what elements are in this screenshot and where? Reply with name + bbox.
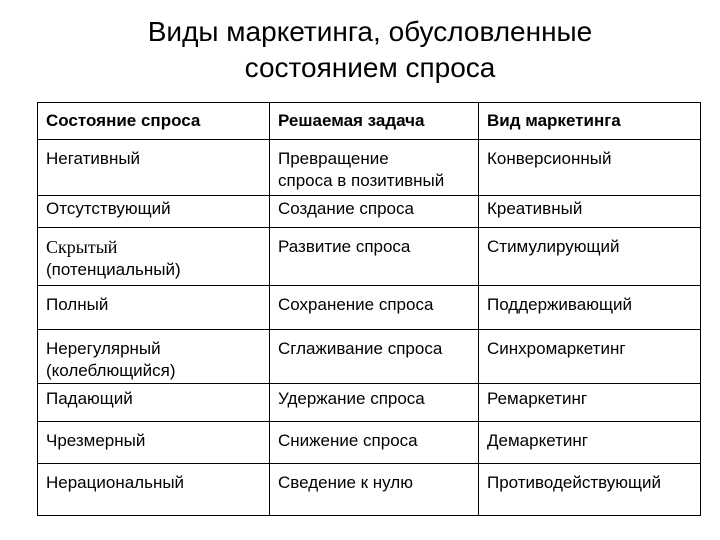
table-row — [38, 196, 701, 228]
cell-demand-line: (потенциальный) — [46, 260, 181, 279]
cell-task: Сведение к нулю — [270, 464, 479, 516]
cell-marketing-type: Противодействующий — [479, 464, 701, 516]
header-marketing-type: Вид маркетинга — [479, 103, 701, 140]
cell-demand-state — [38, 228, 270, 286]
table-row — [38, 140, 701, 196]
cell-demand-line: Нерегулярный — [46, 339, 161, 358]
title-line-2: состоянием спроса — [244, 52, 496, 83]
cell-task: Создание спроса — [270, 196, 479, 228]
cell-marketing-type: Конверсионный — [479, 140, 701, 196]
cell-task: Сглаживание спроса — [270, 330, 479, 384]
cell-task: Развитие спроса — [270, 228, 479, 286]
cell-demand-state: Нерациональный — [38, 464, 270, 516]
table-row — [38, 464, 701, 516]
page-title — [0, 14, 720, 86]
header-task: Решаемая задача — [270, 103, 479, 140]
cell-marketing-type: Ремаркетинг — [479, 384, 701, 422]
table-row — [38, 330, 701, 384]
cell-demand-state: Негативный — [38, 140, 270, 196]
cell-demand-line: Скрытый — [46, 237, 118, 257]
cell-task — [270, 140, 479, 196]
cell-demand-state: Падающий — [38, 384, 270, 422]
table-row — [38, 228, 701, 286]
cell-marketing-type: Поддерживающий — [479, 286, 701, 330]
table-row — [38, 384, 701, 422]
cell-task: Сохранение спроса — [270, 286, 479, 330]
cell-task: Удержание спроса — [270, 384, 479, 422]
cell-task-line: спроса в позитивный — [278, 171, 445, 190]
cell-marketing-type: Стимулирующий — [479, 228, 701, 286]
title-line-1: Виды маркетинга, обусловленные — [147, 16, 593, 47]
cell-demand-state — [38, 330, 270, 384]
cell-marketing-type: Синхромаркетинг — [479, 330, 701, 384]
cell-marketing-type: Демаркетинг — [479, 422, 701, 464]
marketing-types-table — [37, 102, 701, 516]
table-row — [38, 286, 701, 330]
cell-task-line: Превращение — [278, 149, 389, 168]
header-demand-state: Состояние спроса — [38, 103, 270, 140]
cell-demand-state: Отсутствующий — [38, 196, 270, 228]
cell-marketing-type: Креативный — [479, 196, 701, 228]
cell-demand-state: Чрезмерный — [38, 422, 270, 464]
table-row — [38, 422, 701, 464]
cell-demand-line: (колеблющийся) — [46, 361, 176, 380]
table-header-row — [38, 103, 701, 140]
cell-demand-state: Полный — [38, 286, 270, 330]
cell-task: Снижение спроса — [270, 422, 479, 464]
